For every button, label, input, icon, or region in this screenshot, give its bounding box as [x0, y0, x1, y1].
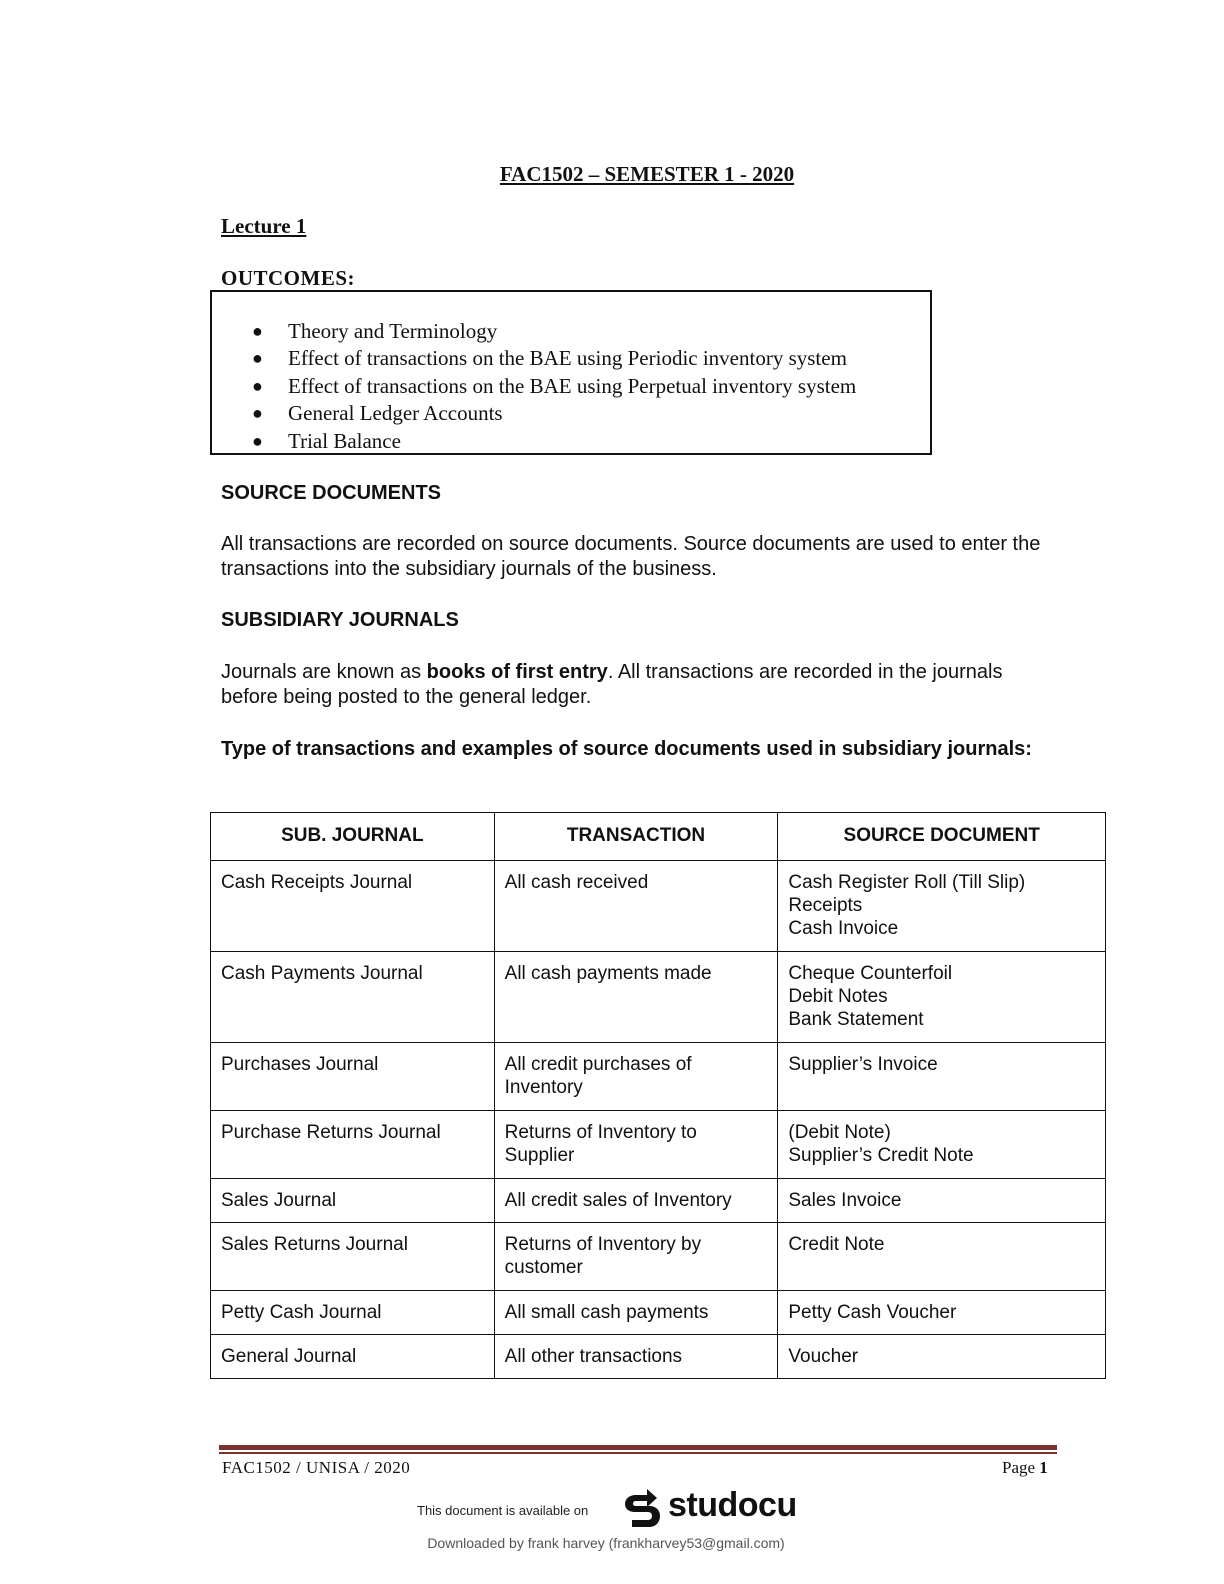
transaction-cell: Returns of Inventory by customer: [494, 1223, 778, 1291]
outcomes-list: [250, 318, 856, 455]
journal-cell: Sales Journal: [211, 1179, 495, 1223]
subsidiary-journals-heading: SUBSIDIARY JOURNALS: [221, 609, 459, 631]
bullet-icon: ●: [252, 348, 263, 369]
journal-cell: Sales Returns Journal: [211, 1223, 495, 1291]
column-header-transaction: TRANSACTION: [494, 813, 778, 861]
transaction-cell: All cash received: [494, 861, 778, 952]
bullet-icon: ●: [252, 321, 263, 341]
outcome-item: ● General Ledger Accounts: [250, 400, 856, 427]
source-documents-text: All transactions are recorded on source documents. Source documents are used to enter the transactions into the subsidiary journals of the business.: [221, 533, 1041, 580]
journal-cell: Purchases Journal: [211, 1043, 495, 1111]
transaction-cell: All small cash payments: [494, 1291, 778, 1335]
table-row: [211, 1179, 1106, 1223]
page-number: 1: [1039, 1458, 1048, 1477]
column-header-journal: SUB. JOURNAL: [211, 813, 495, 861]
downloaded-by: Downloaded by frank harvey (frankharvey53@gmail.com): [427, 1535, 785, 1551]
transaction-cell: Returns of Inventory to Supplier: [494, 1111, 778, 1179]
table-row: [211, 861, 1106, 952]
source-documents-heading: SOURCE DOCUMENTS: [221, 482, 442, 504]
transaction-cell: All credit sales of Inventory: [494, 1179, 778, 1223]
source-cell: Sales Invoice: [778, 1179, 1106, 1223]
table-row: [211, 1291, 1106, 1335]
journal-cell: Purchase Returns Journal: [211, 1111, 495, 1179]
transaction-cell: All other transactions: [494, 1335, 778, 1379]
studocu-brand[interactable]: studocu: [668, 1486, 797, 1524]
source-cell: Voucher: [778, 1335, 1106, 1379]
journal-cell: Petty Cash Journal: [211, 1291, 495, 1335]
footer-rule-thin: [219, 1452, 1057, 1454]
types-heading: Type of transactions and examples of source documents used in subsidiary journals:: [221, 738, 1032, 760]
footer-page: Page 1: [1002, 1458, 1048, 1477]
table-row: [211, 1043, 1106, 1111]
table-header-row: [211, 813, 1106, 861]
footer-rule: [219, 1445, 1057, 1450]
journal-cell: Cash Receipts Journal: [211, 861, 495, 952]
journal-cell: General Journal: [211, 1335, 495, 1379]
studocu-available-text: This document is available on: [417, 1503, 589, 1518]
bullet-icon: ●: [252, 430, 263, 451]
books-of-first-entry: books of first entry: [426, 661, 608, 683]
bullet-icon: ●: [252, 403, 263, 424]
subsidiary-journals-text: Journals are known as books of first entry. All transactions are recorded in the journals before being posted to the general ledger.: [221, 661, 1003, 708]
source-cell: Supplier’s Invoice: [778, 1043, 1106, 1111]
source-cell: Petty Cash Voucher: [778, 1291, 1106, 1335]
journal-cell: Cash Payments Journal: [211, 952, 495, 1043]
source-cell: (Debit Note) Supplier’s Credit Note: [778, 1111, 1106, 1179]
journals-table: [210, 812, 1106, 1379]
outcome-item: ● Theory and Terminology: [250, 318, 856, 345]
lecture-label: Lecture 1: [221, 214, 307, 238]
outcomes-heading: OUTCOMES:: [221, 266, 356, 290]
table-row: [211, 1223, 1106, 1291]
studocu-logo-icon[interactable]: [620, 1487, 664, 1531]
source-cell: Cheque Counterfoil Debit Notes Bank Statement: [778, 952, 1106, 1043]
outcome-item: ● Trial Balance: [250, 428, 856, 455]
footer-course: FAC1502 / UNISA / 2020: [222, 1458, 411, 1477]
transaction-cell: All cash payments made: [494, 952, 778, 1043]
document-title: FAC1502 – SEMESTER 1 - 2020: [499, 162, 795, 186]
table-row: [211, 1335, 1106, 1379]
outcome-item: ● Effect of transactions on the BAE using Periodic inventory system: [250, 345, 856, 372]
table-row: [211, 952, 1106, 1043]
transaction-cell: All credit purchases of Inventory: [494, 1043, 778, 1111]
table-row: [211, 1111, 1106, 1179]
outcome-item: ● Effect of transactions on the BAE using Perpetual inventory system: [250, 373, 856, 400]
column-header-source: SOURCE DOCUMENT: [778, 813, 1106, 861]
bullet-icon: ●: [252, 375, 263, 396]
source-cell: Credit Note: [778, 1223, 1106, 1291]
source-cell: Cash Register Roll (Till Slip) Receipts Cash Invoice: [778, 861, 1106, 952]
